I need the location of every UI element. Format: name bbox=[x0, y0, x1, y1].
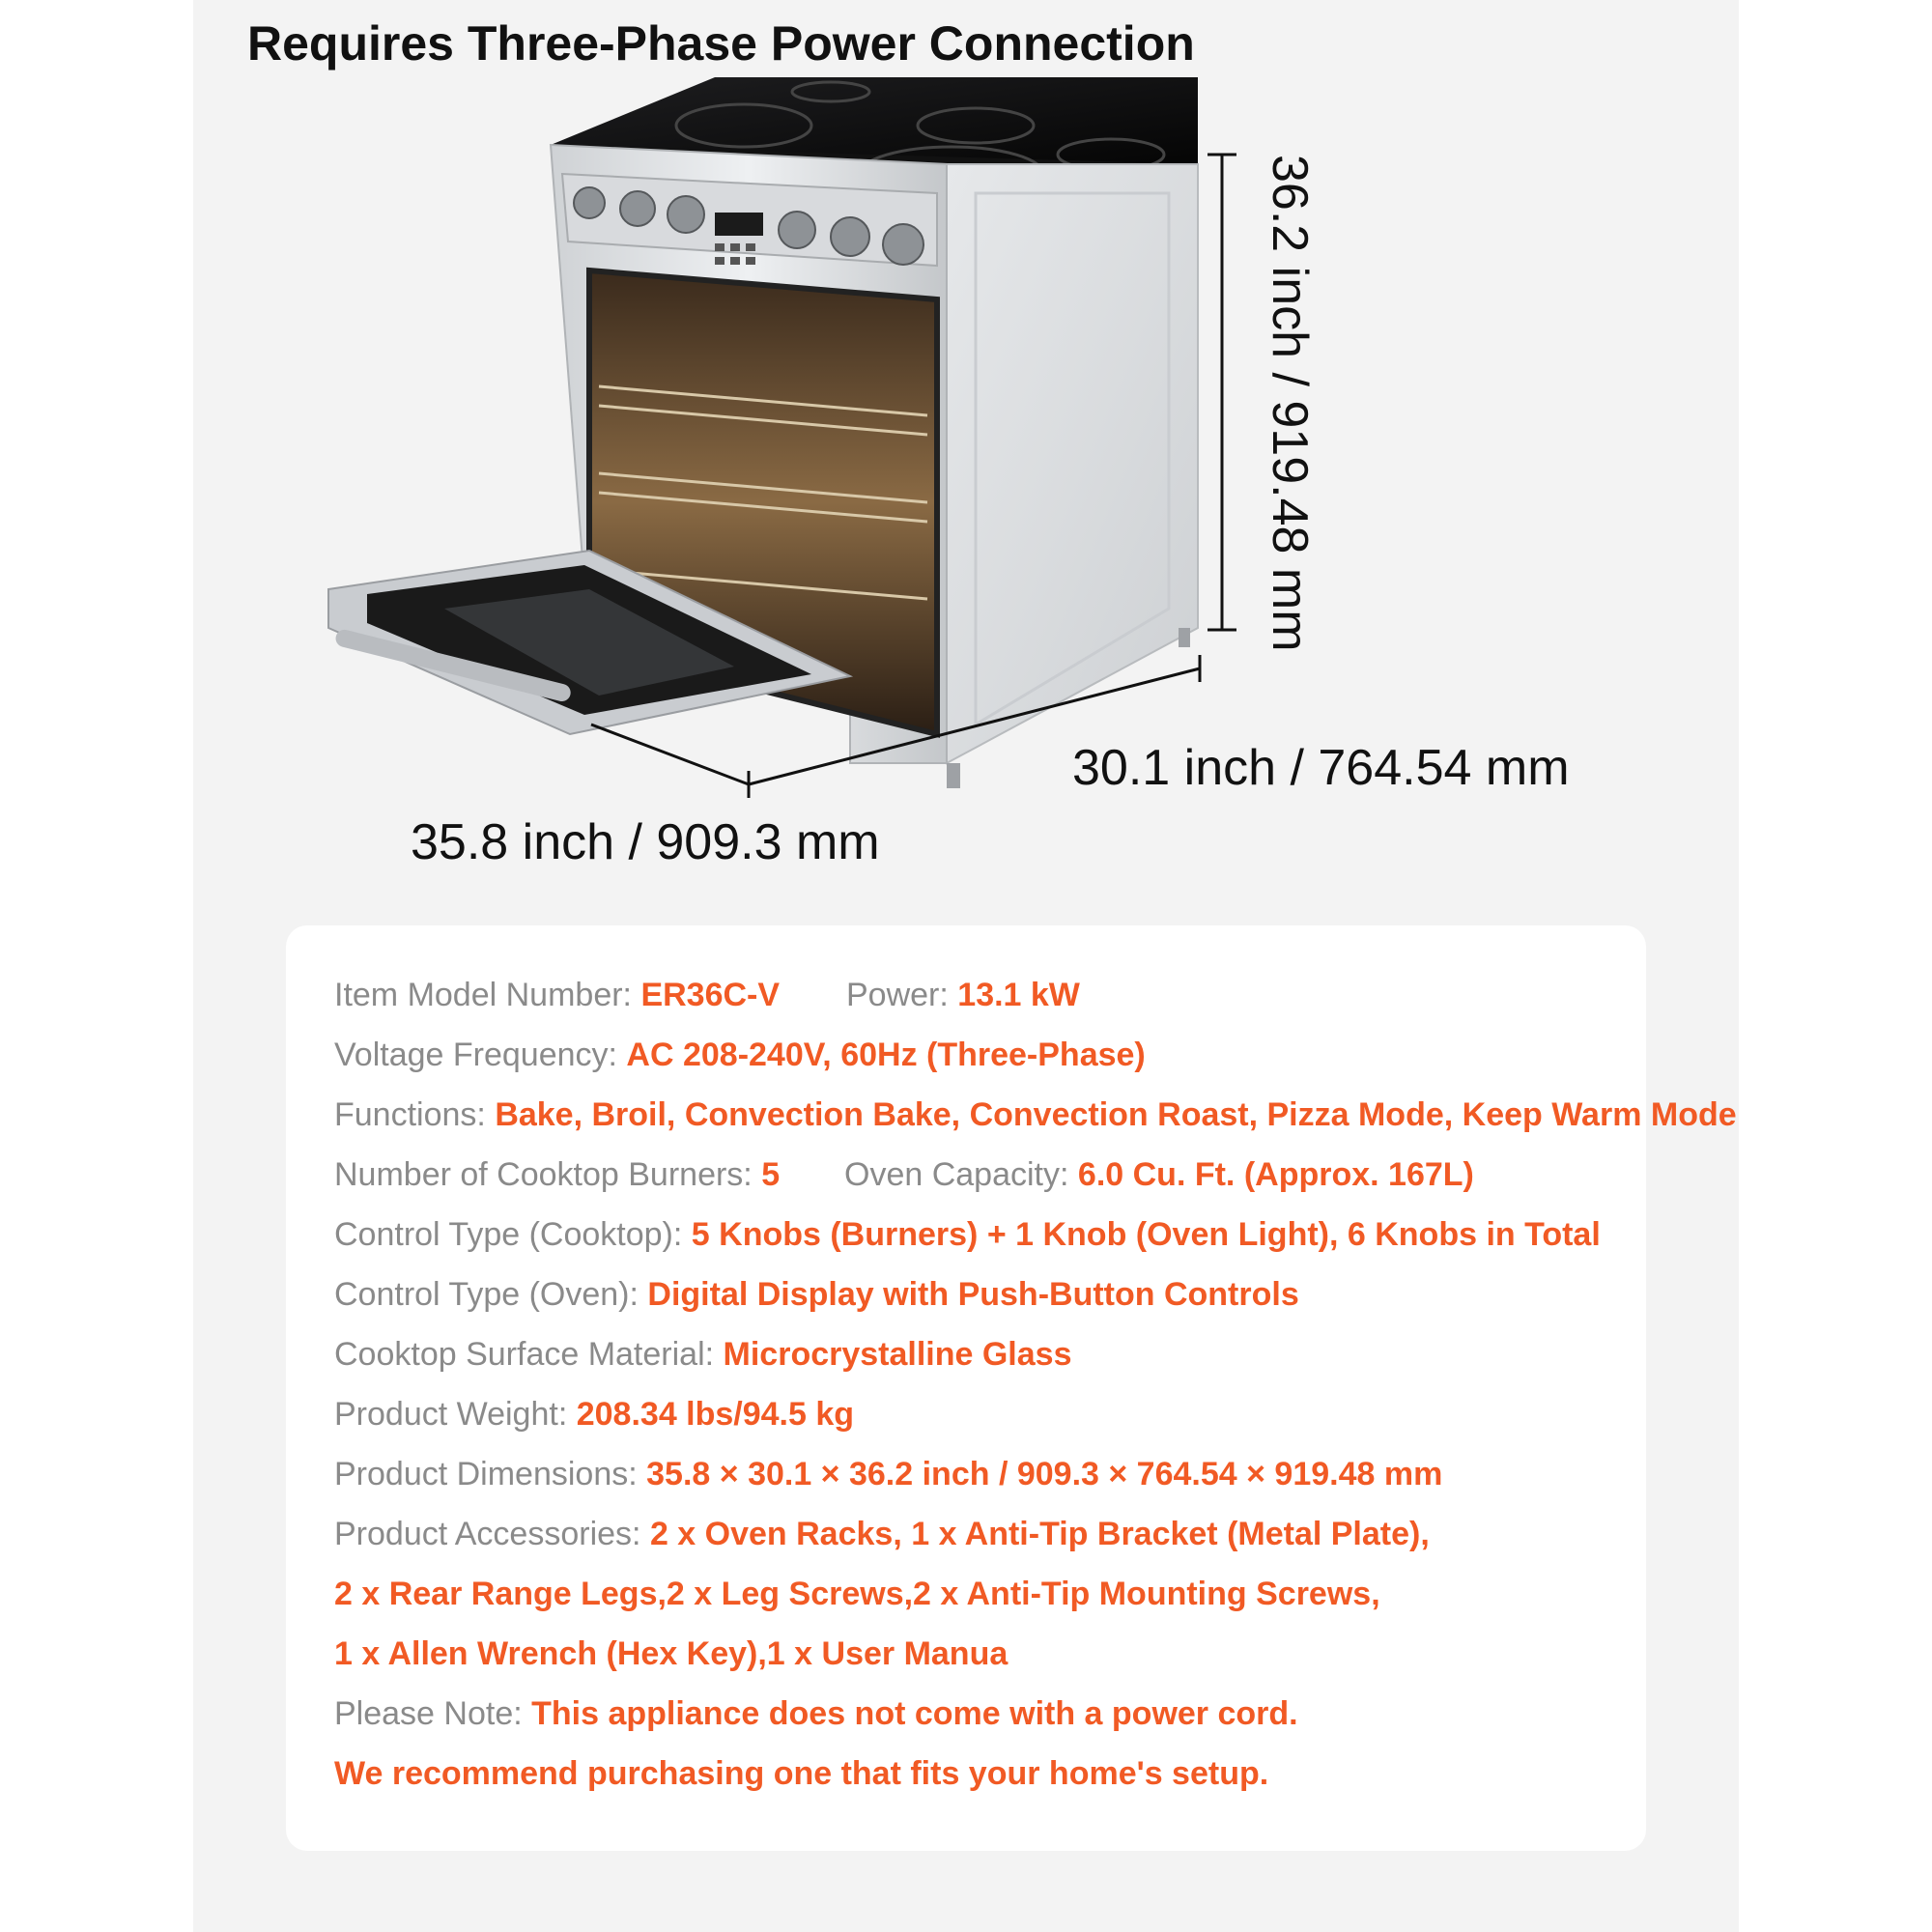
spec-label: Item Model Number: bbox=[334, 977, 632, 1013]
digital-display bbox=[715, 213, 763, 236]
spec-label: Functions: bbox=[334, 1096, 486, 1133]
spec-surface bbox=[334, 1335, 1071, 1374]
spec-capacity bbox=[844, 1155, 1474, 1194]
spec-dimensions bbox=[334, 1455, 1442, 1493]
spec-accessories-cont bbox=[334, 1634, 1008, 1673]
height-dimension: 36.2 inch / 919.48 mm bbox=[1262, 155, 1318, 652]
spec-value: 208.34 lbs/94.5 kg bbox=[576, 1396, 855, 1433]
spec-voltage bbox=[334, 1036, 1146, 1074]
spec-accessories bbox=[334, 1515, 1430, 1553]
spec-value: Microcrystalline Glass bbox=[723, 1336, 1072, 1373]
spec-label: Power: bbox=[846, 977, 949, 1013]
spec-note bbox=[334, 1694, 1298, 1733]
spec-label: Control Type (Oven): bbox=[334, 1276, 639, 1313]
spec-control-cooktop bbox=[334, 1215, 1601, 1254]
spec-value: 1 x Allen Wrench (Hex Key),1 x User Manua bbox=[334, 1635, 1009, 1672]
spec-label: Product Accessories: bbox=[334, 1516, 641, 1552]
side-panel bbox=[947, 164, 1198, 763]
spec-value: We recommend purchasing one that fits your home's setup. bbox=[334, 1755, 1269, 1792]
spec-value: AC 208-240V, 60Hz (Three-Phase) bbox=[626, 1037, 1146, 1073]
spec-burners bbox=[334, 1155, 780, 1194]
spec-value: 5 Knobs (Burners) + 1 Knob (Oven Light), 6 Knobs in Total bbox=[691, 1216, 1601, 1253]
spec-weight bbox=[334, 1395, 854, 1434]
specs-card bbox=[286, 925, 1737, 1851]
spec-accessories-cont bbox=[334, 1575, 1380, 1613]
spec-label: Control Type (Cooktop): bbox=[334, 1216, 683, 1253]
depth-dimension: 30.1 inch / 764.54 mm bbox=[1072, 740, 1570, 796]
spec-label: Please Note: bbox=[334, 1695, 523, 1732]
spec-value: 13.1 kW bbox=[957, 977, 1080, 1013]
spec-label: Product Weight: bbox=[334, 1396, 568, 1433]
spec-value: This appliance does not come with a power cord. bbox=[531, 1695, 1298, 1732]
spec-value: 2 x Rear Range Legs,2 x Leg Screws,2 x Anti-Tip Mounting Screws, bbox=[334, 1576, 1380, 1612]
spec-value: Digital Display with Push-Button Controls bbox=[647, 1276, 1299, 1313]
page-title: Requires Three-Phase Power Connection bbox=[247, 16, 1195, 71]
spec-value: 6.0 Cu. Ft. (Approx. 167L) bbox=[1077, 1156, 1474, 1193]
spec-value: 2 x Oven Racks, 1 x Anti-Tip Bracket (Metal Plate), bbox=[649, 1516, 1430, 1552]
spec-value: ER36C-V bbox=[640, 977, 781, 1013]
spec-label: Voltage Frequency: bbox=[334, 1037, 617, 1073]
spec-label: Number of Cooktop Burners: bbox=[334, 1156, 753, 1193]
spec-value: 35.8 × 30.1 × 36.2 inch / 909.3 × 764.54 × 919.48 mm bbox=[646, 1456, 1443, 1492]
spec-note-cont bbox=[334, 1754, 1268, 1793]
spec-control-oven bbox=[334, 1275, 1299, 1314]
spec-functions bbox=[334, 1095, 1737, 1134]
spec-power bbox=[846, 976, 1080, 1014]
spec-label: Cooktop Surface Material: bbox=[334, 1336, 715, 1373]
spec-label: Product Dimensions: bbox=[334, 1456, 638, 1492]
spec-value: Bake, Broil, Convection Bake, Convection Roast, Pizza Mode, Keep Warm Mode bbox=[495, 1096, 1737, 1133]
spec-model bbox=[334, 976, 780, 1014]
spec-label: Oven Capacity: bbox=[844, 1156, 1069, 1193]
spec-value: 5 bbox=[761, 1156, 781, 1193]
width-dimension: 35.8 inch / 909.3 mm bbox=[411, 814, 880, 870]
